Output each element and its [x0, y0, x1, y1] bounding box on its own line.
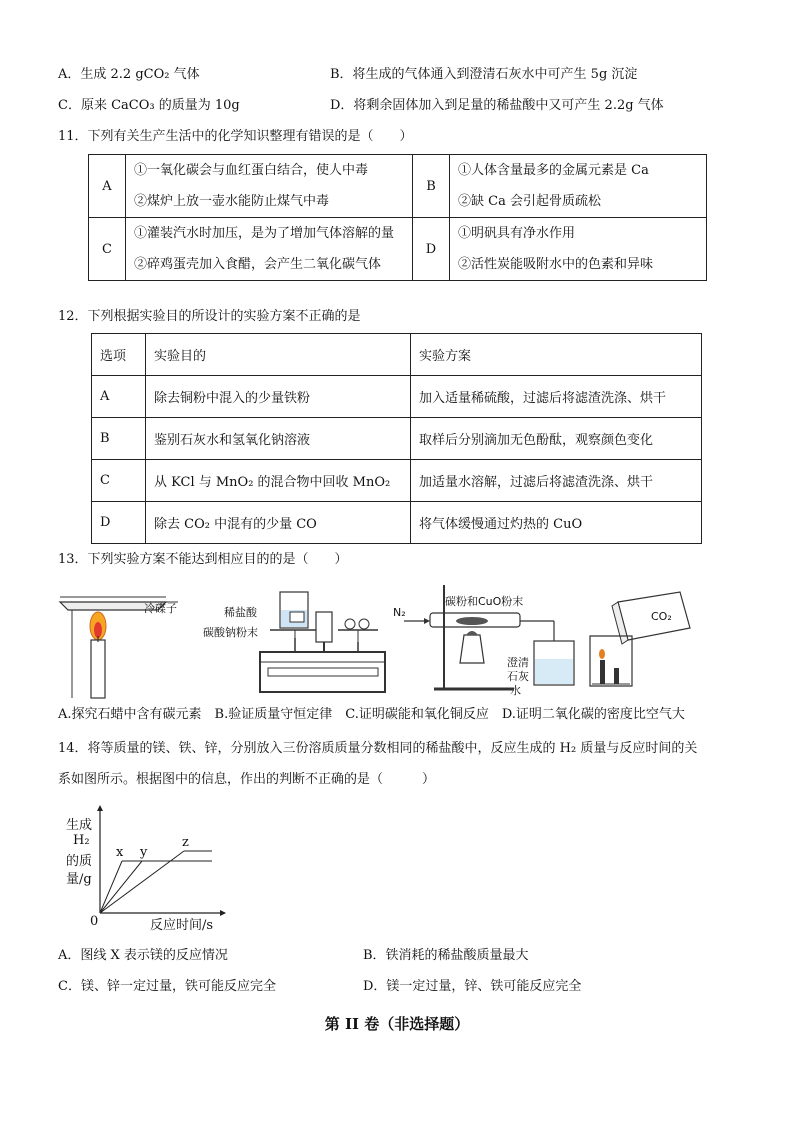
q12-row-a-letter: A — [92, 376, 146, 418]
q11-cell-c — [126, 218, 413, 281]
q12-row-c-plan: 加适量水溶解，过滤后将滤渣洗涤、烘干 — [411, 460, 702, 502]
q12-row-d-letter: D — [92, 502, 146, 544]
q11-a-line2: ②煤炉上放一壶水能防止煤气中毒 — [134, 194, 330, 209]
q12-row-c-letter: C — [92, 460, 146, 502]
co2-label: CO₂ — [651, 610, 672, 623]
c-cuo-label: 碳粉和CuO粉末 — [445, 595, 524, 608]
q12-row-d-plan: 将气体缓慢通过灼热的 CuO — [411, 502, 702, 544]
origin-label: 0 — [90, 914, 99, 929]
q12-row-b-letter: B — [92, 418, 146, 460]
q11-cell-b-letter: B — [413, 155, 450, 218]
q10-option-b: B．将生成的气体通入到澄清石灰水中可产生 5g 沉淀 — [330, 67, 638, 82]
q11-stem: 11．下列有关生产生活中的化学知识整理有错误的是（ ） — [58, 129, 413, 144]
y-label-line2: H₂ — [73, 833, 90, 848]
q10-option-a: A．生成 2.2 gCO₂ 气体 — [58, 67, 200, 82]
reduction-apparatus-figure — [394, 585, 584, 693]
q11-cell-b — [450, 155, 707, 218]
q11-cell-a-letter: A — [89, 155, 126, 218]
limewater-label-2: 石灰 — [507, 670, 529, 683]
q12-row-b-purpose: 鉴别石灰水和氢氧化钠溶液 — [146, 418, 411, 460]
limewater-label-1: 澄清 — [507, 656, 529, 669]
q14-option-c: C．镁、锌一定过量，铁可能反应完全 — [58, 979, 276, 994]
q12-header-purpose: 实验目的 — [146, 334, 411, 376]
q12-header-plan: 实验方案 — [411, 334, 702, 376]
q12-row-a-plan: 加入适量稀硫酸，过滤后将滤渣洗涤、烘干 — [411, 376, 702, 418]
n2-label: N₂ — [393, 606, 406, 619]
q11-d-line1: ①明矾具有净水作用 — [458, 226, 576, 241]
curve-label-x: x — [116, 845, 124, 860]
q12-table — [91, 333, 702, 544]
q12-stem: 12．下列根据实验目的所设计的实验方案不正确的是 — [58, 309, 361, 324]
q10-option-c: C．原来 CaCO₃ 的质量为 10g — [58, 98, 240, 113]
y-label-line3: 的质 — [66, 854, 93, 869]
q11-a-line1: ①一氧化碳会与血红蛋白结合，使人中毒 — [134, 163, 369, 178]
q14-stem-line2: 系如图所示。根据图中的信息，作出的判断不正确的是（ ） — [58, 772, 436, 787]
x-axis-label: 反应时间/s — [150, 918, 214, 933]
q11-d-line2: ②活性炭能吸附水中的色素和异味 — [458, 257, 654, 272]
q11-cell-d — [450, 218, 707, 281]
q14-option-a: A．图线 X 表示镁的反应情况 — [58, 948, 228, 963]
q13-options: A.探究石蜡中含有碳元素 B.验证质量守恒定律 C.证明碳能和氧化铜反应 D.证明二氧化碳的密度比空气大 — [58, 707, 685, 722]
q10-option-d: D．将剩余固体加入到足量的稀盐酸中又可产生 2.2g 气体 — [330, 98, 664, 113]
curve-label-z: z — [182, 835, 189, 850]
section-heading: 第 II 卷（非选择题） — [324, 1015, 470, 1033]
q13-stem: 13．下列实验方案不能达到相应目的的是（ ） — [58, 552, 348, 567]
q11-b-line2: ②缺 Ca 会引起骨质疏松 — [458, 194, 601, 209]
q14-stem-line1: 14．将等质量的镁、铁、锌，分别放入三份溶质质量分数相同的稀盐酸中，反应生成的 H₂ 质量与反应时间的关 — [58, 741, 698, 756]
q11-table — [88, 154, 707, 281]
q14-option-d: D．镁一定过量，锌、铁可能反应完全 — [363, 979, 582, 994]
q12-row-c-purpose: 从 KCl 与 MnO₂ 的混合物中回收 MnO₂ — [146, 460, 411, 502]
limewater-label-3: 水 — [510, 684, 521, 697]
balance-figure — [250, 590, 390, 700]
q12-row-a-purpose: 除去铜粉中混入的少量铁粉 — [146, 376, 411, 418]
q12-row-b-plan: 取样后分别滴加无色酚酞，观察颜色变化 — [411, 418, 702, 460]
q12-row-d-purpose: 除去 CO₂ 中混有的少量 CO — [146, 502, 411, 544]
powder-label: 碳酸钠粉末 — [203, 626, 258, 639]
acid-label: 稀盐酸 — [224, 606, 257, 619]
y-label-line1: 生成 — [66, 818, 93, 833]
y-label-line4: 量/g — [66, 872, 92, 887]
curve-label-y: y — [140, 845, 148, 860]
q11-cell-d-letter: D — [413, 218, 450, 281]
q12-header-option: 选项 — [92, 334, 146, 376]
candle-experiment-figure — [58, 588, 208, 700]
q14-option-b: B．铁消耗的稀盐酸质量最大 — [363, 948, 529, 963]
q11-cell-a — [126, 155, 413, 218]
q11-c-line2: ②碎鸡蛋壳加入食醋，会产生二氧化碳气体 — [134, 257, 382, 272]
co2-pouring-figure — [588, 588, 738, 688]
q11-c-line1: ①灌装汽水时加压，是为了增加气体溶解的量 — [134, 226, 395, 241]
cold-dish-label: 冷碟子 — [144, 602, 177, 615]
q11-b-line1: ①人体含量最多的金属元素是 Ca — [458, 163, 649, 178]
q11-cell-c-letter: C — [89, 218, 126, 281]
